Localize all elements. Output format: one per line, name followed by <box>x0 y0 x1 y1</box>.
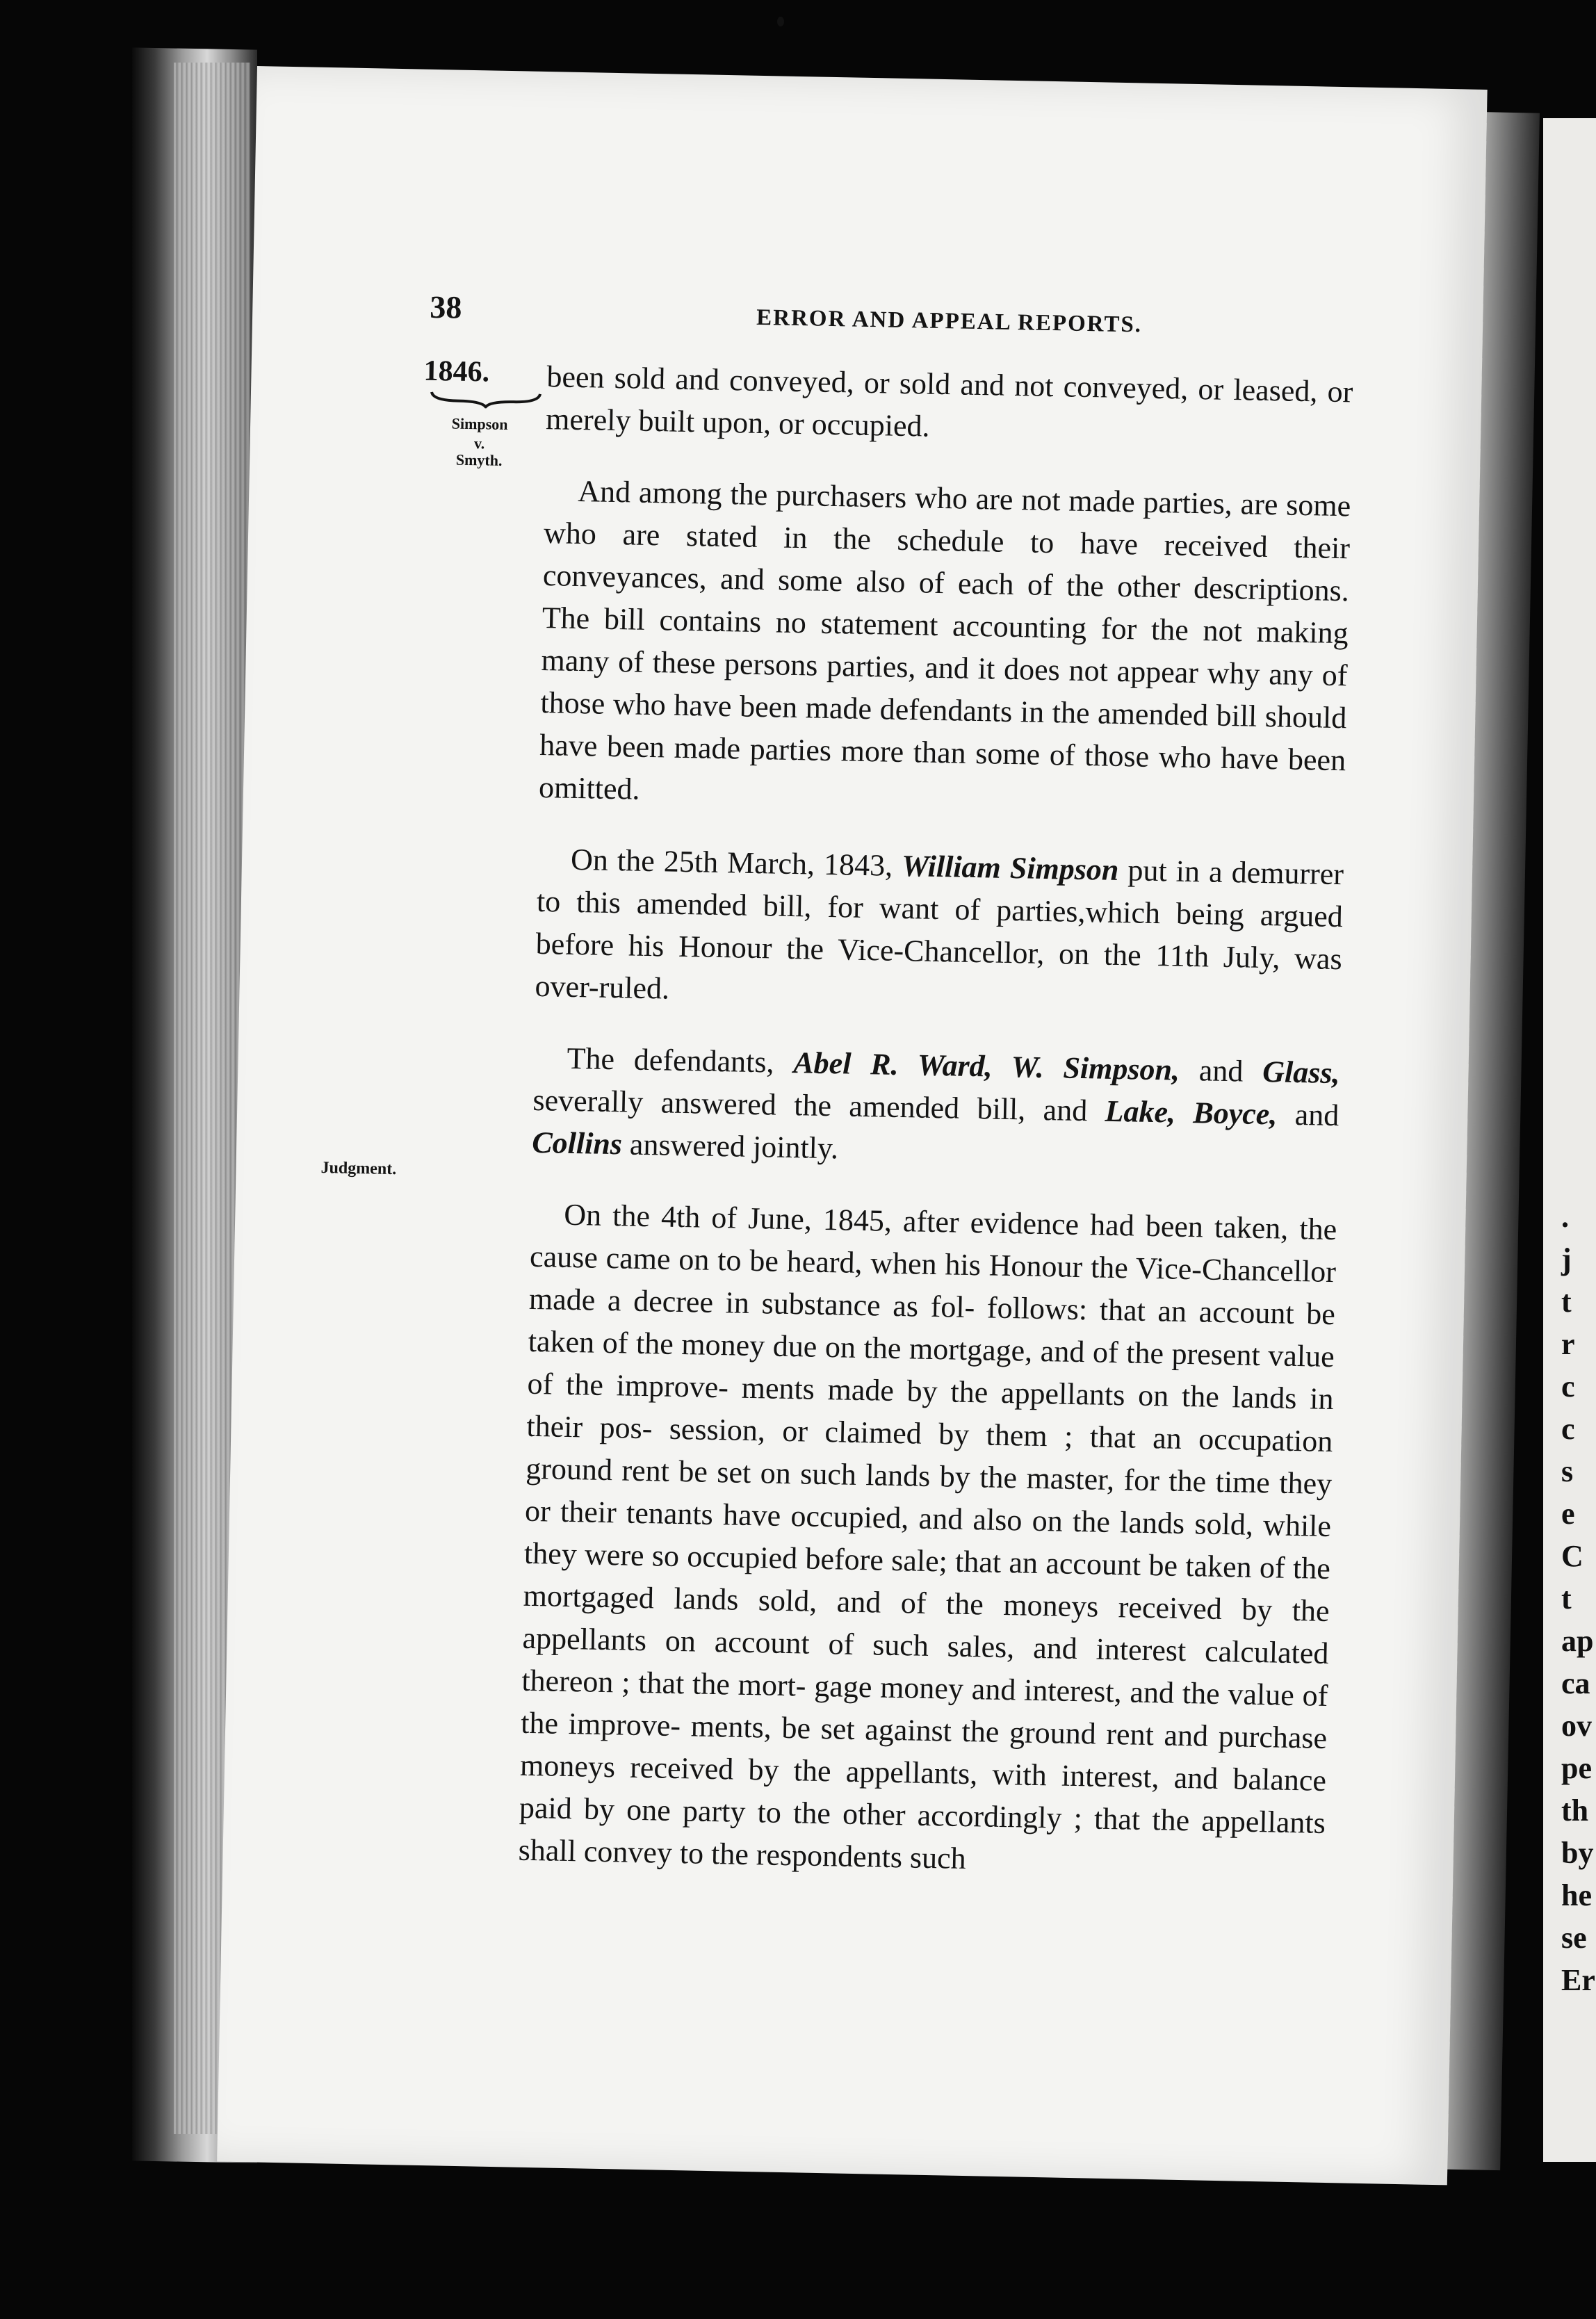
text-run: and <box>1276 1097 1340 1133</box>
text-run: On the 25th March, 1843, <box>570 842 902 884</box>
party-name: William Simpson <box>901 849 1119 888</box>
text-run: put in a demurrer to this amended bill, for want of parties,which being argued before his Honour the Vice-Chancellor, on the 11th July, was over-ruled. <box>535 853 1344 1006</box>
brace-mark <box>430 391 542 409</box>
margin-judgment-label: Judgment. <box>320 1159 397 1179</box>
facing-page-text: . j t r c c s e C t ap ca ov pe th by he se Er <box>1561 1200 1595 1997</box>
party-name: Collins <box>531 1125 623 1162</box>
text-run: severally answered the amended bill, and <box>532 1082 1106 1128</box>
page-content <box>217 66 1488 2185</box>
paragraph: On the 4th of June, 1845, after evidence had been taken, the cause came on to be heard, when his Honour the Vice-Chancellor made a decree in substance as fol- follows: that an account be taken of the money due on the mortgage, and of the present value of the improve- ments made by the appellants on the lands in their pos- session, or claimed by them ; that an occupation ground rent be set on such lands by the master, for the time they or their tenants have occupied, and also on the lands sold, while they were so occupied before sale; that an account be taken of the mortgaged lands sold, and of the moneys received by the appellants on account of such sales, and interest calculated thereon ; that the mort- gage money and interest, and the value of the improve- ments, be set against the ground rent and purchase moneys received by the appellants, with interest, and balance paid by one party to the other accordingly ; that the appellants shall convey to the respondents such <box>518 1197 1337 1876</box>
body-text <box>517 355 1353 1916</box>
margin-case-versus: v. <box>473 434 485 453</box>
running-head: ERROR AND APPEAL REPORTS. <box>756 304 1143 338</box>
margin-year: 1846. <box>423 355 490 389</box>
margin-case-name: Simpson <box>451 414 508 434</box>
text-run: answered jointly. <box>621 1127 839 1166</box>
book-page <box>217 66 1488 2185</box>
margin-case-name: Smyth. <box>455 450 503 469</box>
page-number: 38 <box>429 288 462 325</box>
paragraph <box>532 1036 1340 1179</box>
party-name: Lake, Boyce, <box>1105 1093 1278 1132</box>
paragraph <box>535 838 1344 1023</box>
party-name: Abel R. Ward, W. Simpson, <box>792 1045 1180 1087</box>
text-run: and <box>1179 1052 1263 1089</box>
text-run: The defendants, <box>567 1041 794 1080</box>
party-name: Glass, <box>1262 1055 1340 1091</box>
paragraph: been sold and conveyed, or sold and not conveyed, or leased, or merely built upon, or occupied. <box>545 359 1353 444</box>
stray-mark <box>777 17 784 26</box>
paragraph: And among the purchasers who are not made parties, are some who are stated in the schedule to have received their conveyances, and some also of each of the other descriptions. The bill contains no statement accounting for the not making many of these persons parties, and it does not appear why any of those who have been made defendants in the amended bill should have been made parties more than some of those who have been omitted. <box>538 473 1351 806</box>
